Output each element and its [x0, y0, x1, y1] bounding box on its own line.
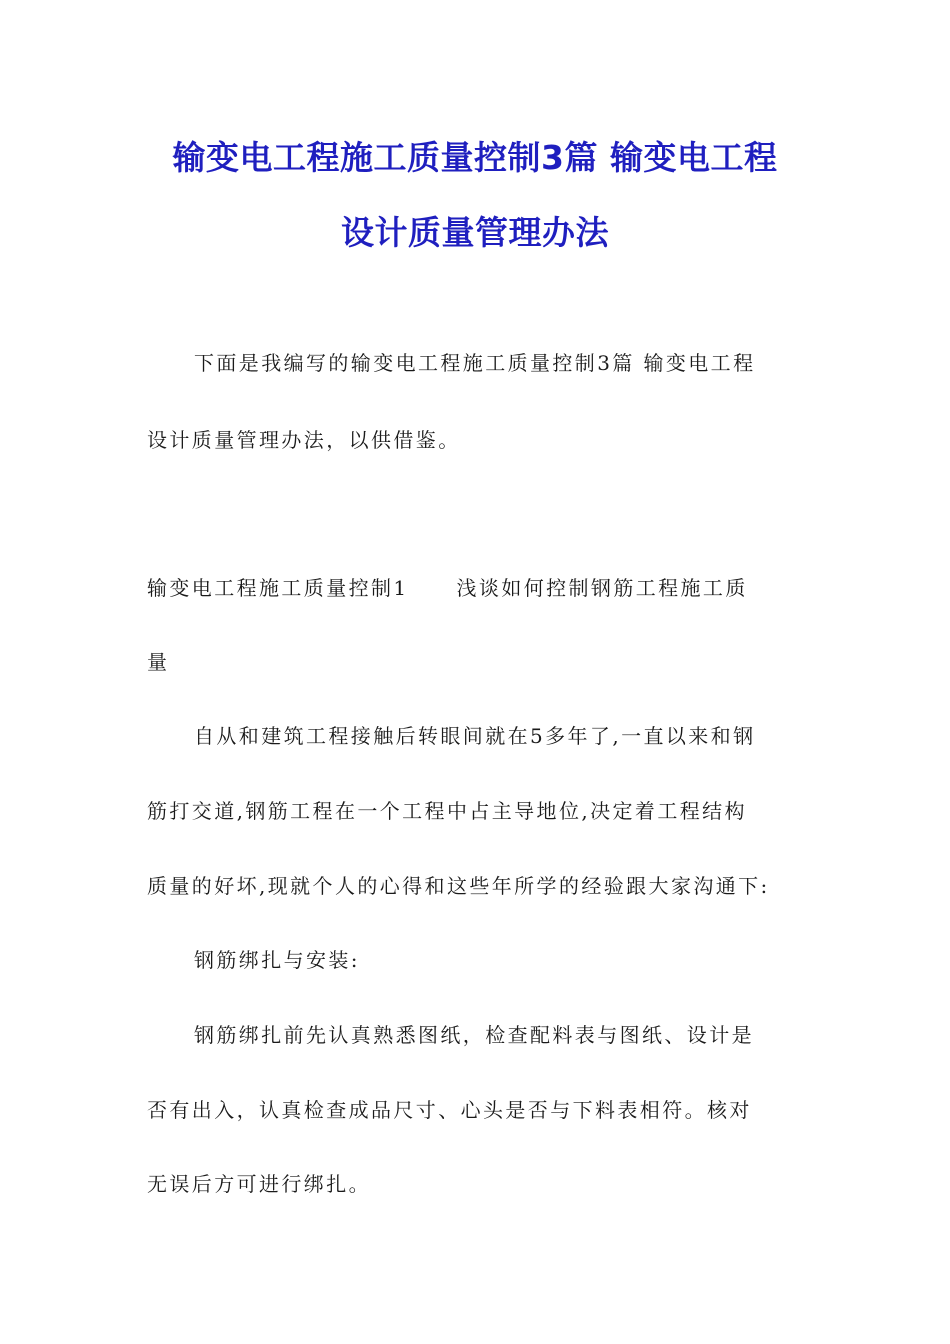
document-title-line-1: 输变电工程施工质量控制3篇 输变电工程 — [172, 138, 778, 177]
subheading: 钢筋绑扎与安装: — [194, 948, 360, 972]
section-heading-continuation: 量 — [147, 650, 170, 674]
paragraph2-line-2: 否有出入，认真检查成品尺寸、心头是否与下料表相符。核对 — [147, 1098, 752, 1122]
paragraph1-line-1: 自从和建筑工程接触后转眼间就在5多年了,一直以来和钢 — [194, 724, 756, 748]
paragraph1-line-3: 质量的好坏,现就个人的心得和这些年所学的经验跟大家沟通下: — [147, 874, 770, 898]
paragraph2-line-3: 无误后方可进行绑扎。 — [147, 1172, 371, 1196]
section-heading-right: 浅谈如何控制钢筋工程施工质 — [456, 576, 748, 600]
paragraph2-line-1: 钢筋绑扎前先认真熟悉图纸，检查配料表与图纸、设计是 — [194, 1023, 754, 1047]
intro-line-1: 下面是我编写的输变电工程施工质量控制3篇 输变电工程 — [194, 351, 756, 375]
intro-line-2: 设计质量管理办法，以供借鉴。 — [147, 428, 461, 452]
section-heading-left: 输变电工程施工质量控制1 — [147, 576, 409, 600]
document-title-line-2: 设计质量管理办法 — [341, 213, 609, 252]
paragraph1-line-2: 筋打交道,钢筋工程在一个工程中占主导地位,决定着工程结构 — [147, 799, 747, 823]
section-heading — [147, 572, 817, 601]
